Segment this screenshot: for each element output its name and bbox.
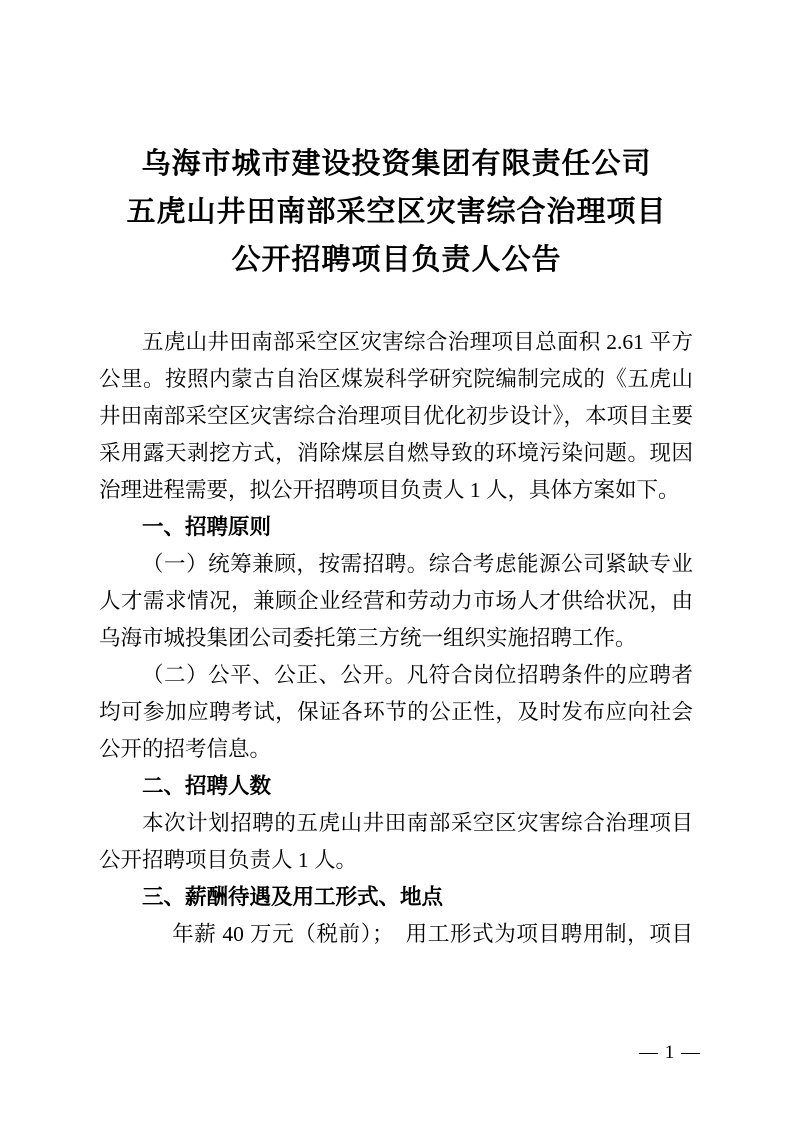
section-heading-1: 一、招聘原则 [142, 515, 272, 539]
principle-paragraph-2: （二）公平、公正、公开。凡符合岗位招聘条件的应聘者均可参加应聘考试，保证各环节的公正性，及时发布应向社会公开的招考信息。 [99, 663, 693, 761]
title-line-1: 乌海市城市建设投资集团有限责任公司 [141, 148, 652, 180]
document-title [0, 140, 793, 284]
principle-paragraph-1: （一）统筹兼顾，按需招聘。综合考虑能源公司紧缺专业人才需求情况，兼顾企业经营和劳动力市场人才供给状况，由乌海市城投集团公司委托第三方统一组织实施招聘工作。 [99, 552, 693, 650]
title-line-2: 五虎山井田南部采空区灾害综合治理项目 [126, 196, 667, 228]
section-heading-3: 三、薪酬待遇及用工形式、地点 [142, 885, 444, 909]
headcount-paragraph: 本次计划招聘的五虎山井田南部采空区灾害综合治理项目公开招聘项目负责人 1 人。 [99, 811, 693, 872]
document-body [99, 324, 693, 953]
intro-paragraph: 五虎山井田南部采空区灾害综合治理项目总面积 2.61 平方公里。按照内蒙古自治区煤炭科学研究院编制完成的《五虎山井田南部采空区灾害综合治理项目优化初步设计》，本项目主要采用露天剥挖方式，消除煤层自燃导致的环境污染问题。现因治理进程需要，拟公开招聘项目负责人 1 人，具体方案如下。 [99, 330, 693, 502]
salary-paragraph: 年薪 40 万元（税前）； 用工形式为项目聘用制，项目 [172, 922, 693, 946]
section-heading-2: 二、招聘人数 [142, 774, 272, 798]
page-number: — 1 — [639, 1042, 701, 1063]
title-line-3: 公开招聘项目负责人公告 [231, 244, 562, 276]
